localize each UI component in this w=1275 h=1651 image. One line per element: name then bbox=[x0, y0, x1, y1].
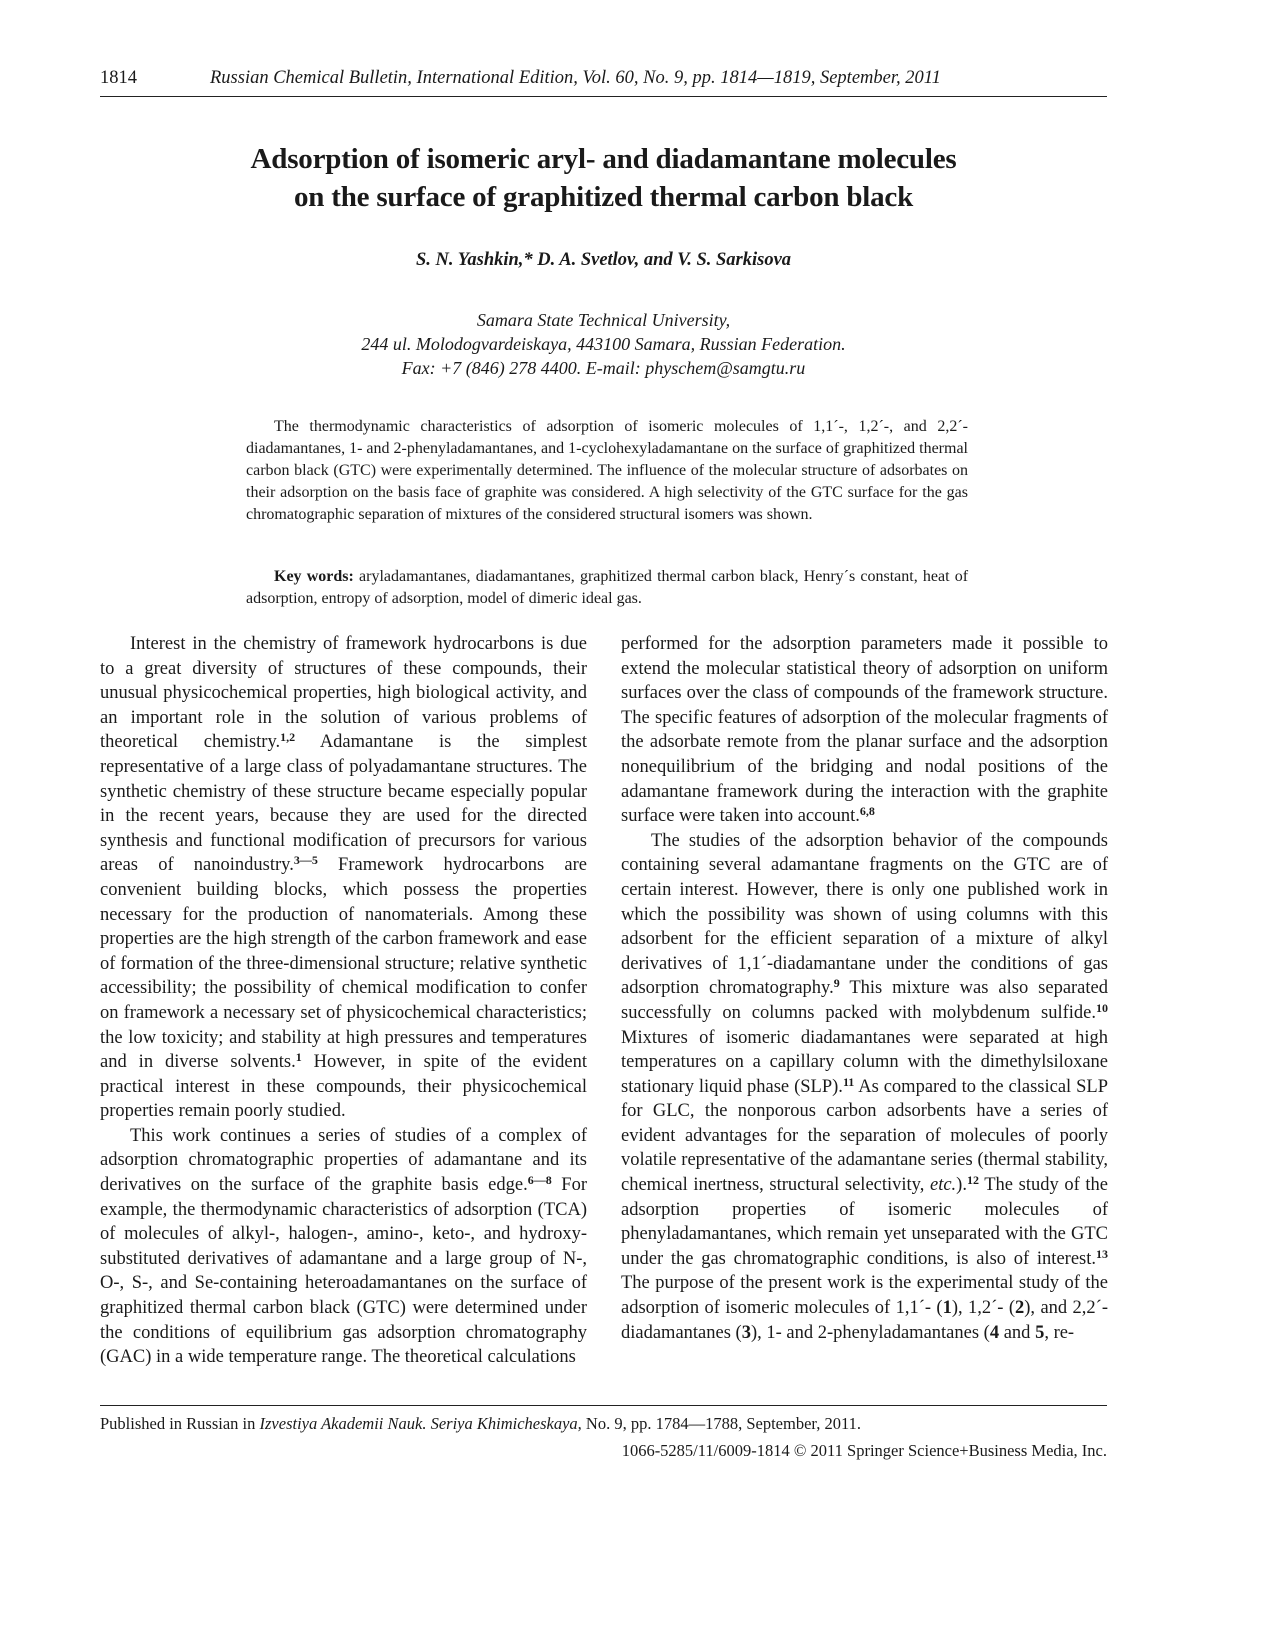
text-run: , re- bbox=[1044, 1322, 1075, 1343]
keywords-label: Key words: bbox=[274, 568, 354, 585]
text-run: performed for the adsorption parameters made it possible to extend the molecular statistical theory of adsorption on uniform surfaces over the class of compounds of the framework structure. The specific features of adsorption of the molecular fragments of the adsorbate remote from the planar surface and the adsorption nonequilibrium of the bridging and nodal positions of the adamantane framework during the interaction with the graphite surface were taken into account. bbox=[621, 634, 1108, 827]
publication-note bbox=[100, 1414, 861, 1434]
text-run: The study of the adsorption properties of isomeric molecules of phenyladamantanes, which remain yet unseparated with the GTC under the gas chromatographic conditions, is also of interest. bbox=[621, 1175, 1108, 1269]
text-run: The purpose of the present work is the experimental study of the adsorption of isomeric molecules of 1,1´- ( bbox=[621, 1273, 1108, 1319]
text-run: As compared to the classical SLP for GLC, the nonporous carbon adsorbents have a series of evident advantages for the separation of molecules of poorly volatile representative of the adamantane series (thermal stability, chemical inertness, structural selectivity, bbox=[621, 1076, 1108, 1196]
citation-ref: 13 bbox=[1096, 1246, 1108, 1261]
compound-number: 2 bbox=[1015, 1298, 1025, 1319]
citation-ref: 11 bbox=[842, 1074, 855, 1089]
text-run: This mixture was also separated successfully on columns packed with molybdenum sulfide. bbox=[621, 978, 1108, 1023]
copyright-line: 1066-5285/11/6009-1814 © 2011 Springer Science+Business Media, Inc. bbox=[621, 1441, 1107, 1460]
affiliation-line-1: Samara State Technical University, bbox=[476, 310, 731, 330]
paragraph bbox=[100, 632, 587, 1124]
text-run: ). bbox=[956, 1175, 967, 1196]
compound-number: 3 bbox=[741, 1322, 751, 1343]
authors: S. N. Yashkin,* D. A. Svetlov, and V. S. Sarkisova bbox=[415, 250, 792, 270]
text-run: The studies of the adsorption behavior of the compounds containing several adamantane fragments on the GTC are of certain interest. However, there is only one published work in which the possibility was shown of using columns with this adsorbent for the efficient separation of a mixture of alkyl derivatives of 1,1´-diadamantane under the conditions of gas adsorption chromatography. bbox=[621, 830, 1108, 999]
citation-ref: 12 bbox=[966, 1173, 979, 1188]
paragraph bbox=[621, 632, 1108, 829]
citation-ref: 6,8 bbox=[859, 804, 875, 819]
citation-ref: 6—8 bbox=[527, 1173, 552, 1188]
paragraph bbox=[621, 829, 1108, 1345]
affiliation bbox=[100, 308, 1107, 380]
running-header bbox=[100, 66, 1107, 97]
text-run: ), and 2,2´-diadamantanes ( bbox=[621, 1298, 1108, 1343]
compound-number: 5 bbox=[1035, 1322, 1045, 1343]
article-title bbox=[100, 140, 1107, 216]
text-run: For example, the thermodynamic characteristics of adsorption (TCA) of molecules of alkyl-, halogen-, amino-, keto-, and hydroxy-substituted derivatives of adamantane and a large group of N-, O-, S-, and Se-containing heteroadamantanes on the surface of graphitized thermal carbon black (GTC) were determined under the conditions of equilibrium gas adsorption chromatography (GAC) in a wide temperature range. The theoretical calculations bbox=[100, 1175, 588, 1368]
footer-divider bbox=[100, 1405, 1107, 1406]
citation-ref: 1 bbox=[295, 1050, 302, 1065]
text-run: ), 1,2´- ( bbox=[951, 1298, 1016, 1319]
compound-number: 4 bbox=[989, 1322, 1000, 1343]
text-run: Framework hydrocarbons are convenient building blocks, which possess the properties necessary for the production of nanomaterials. Among these properties are the high strength of the carbon framework and ease of formation of the three-dimensional structure; relative synthetic accessibility; the possibility of chemical modification to confer on framework a necessary set of physicochemical characteristics; the low toxicity; and stability at high pressures and temperatures and in diverse solvents. bbox=[100, 855, 588, 1073]
citation-ref: 10 bbox=[1096, 1000, 1108, 1015]
text-run: No. 9, pp. 1784—1788, September, 2011. bbox=[581, 1414, 861, 1433]
compound-number: 1 bbox=[942, 1298, 952, 1319]
text-run: etc. bbox=[929, 1175, 957, 1196]
title-line-2: on the surface of graphitized thermal carbon black bbox=[293, 181, 914, 213]
text-run: However, in spite of the evident practical interest in these compounds, their physicochemical properties remain poorly studied. bbox=[100, 1052, 587, 1122]
text-run: ), 1- and 2-phenyladamantanes ( bbox=[750, 1322, 990, 1343]
text-run: Published in Russian in bbox=[100, 1414, 260, 1433]
paragraph bbox=[100, 1124, 587, 1370]
page-number: 1814 bbox=[100, 68, 137, 88]
text-run: This work continues a series of studies of a complex of adsorption chromatographic properties of adamantane and its derivatives on the surface of the graphite basis edge. bbox=[100, 1125, 587, 1196]
affiliation-line-3: Fax: +7 (846) 278 4400. E-mail: physchem@samgtu.ru bbox=[401, 358, 806, 378]
text-run: Mixtures of isomeric diadamantanes were separated at high temperatures on a capillary column with the dimethylsiloxane stationary liquid phase (SLP). bbox=[621, 1027, 1108, 1097]
right-column bbox=[621, 632, 1108, 1345]
citation-ref: 1,2 bbox=[280, 730, 296, 745]
keywords-text: aryladamantanes, diadamantanes, graphitized thermal carbon black, Henry´s constant, heat of adsorption, entropy of adsorption, model of dimeric ideal gas. bbox=[246, 568, 969, 607]
text-run: Interest in the chemistry of framework hydrocarbons is due to a great diversity of structures of these compounds, their unusual physicochemical properties, high biological activity, and an important role in the solution of various problems of theoretical chemistry. bbox=[100, 634, 587, 753]
title-line-1: Adsorption of isomeric aryl- and diadamantane molecules bbox=[250, 143, 957, 175]
citation-ref: 3—5 bbox=[293, 853, 318, 868]
keywords bbox=[246, 566, 968, 610]
text-run: Adamantane is the simplest representative of a large class of polyadamantane structures. The synthetic chemistry of these structure became especially popular in the recent years, because they are used for the directed synthesis and functional modification of precursors for various areas of nanoindustry. bbox=[100, 732, 587, 876]
left-column bbox=[100, 632, 587, 1370]
abstract: The thermodynamic characteristics of adsorption of isomeric molecules of 1,1´-, 1,2´-, and 2,2´-diadamantanes, 1- and 2-phenyladamantanes, and 1-cyclohexyladamantane on the surface of graphitized thermal carbon black (GTC) were experimentally determined. The influence of the molecular structure of adsorbates on their adsorption on the basis face of graphite was considered. A high selectivity of the GTC surface for the gas chromatographic separation of mixtures of the considered structural isomers was shown. bbox=[246, 418, 968, 523]
citation-ref: 9 bbox=[833, 976, 840, 991]
journal-name: Izvestiya Akademii Nauk. Seriya Khimicheskaya, bbox=[259, 1414, 582, 1433]
journal-citation: Russian Chemical Bulletin, International Edition, Vol. 60, No. 9, pp. 1814—1819, September, 2011 bbox=[210, 68, 941, 88]
affiliation-line-2: 244 ul. Molodogvardeiskaya, 443100 Samara, Russian Federation. bbox=[361, 334, 846, 354]
text-run: and bbox=[999, 1322, 1036, 1343]
